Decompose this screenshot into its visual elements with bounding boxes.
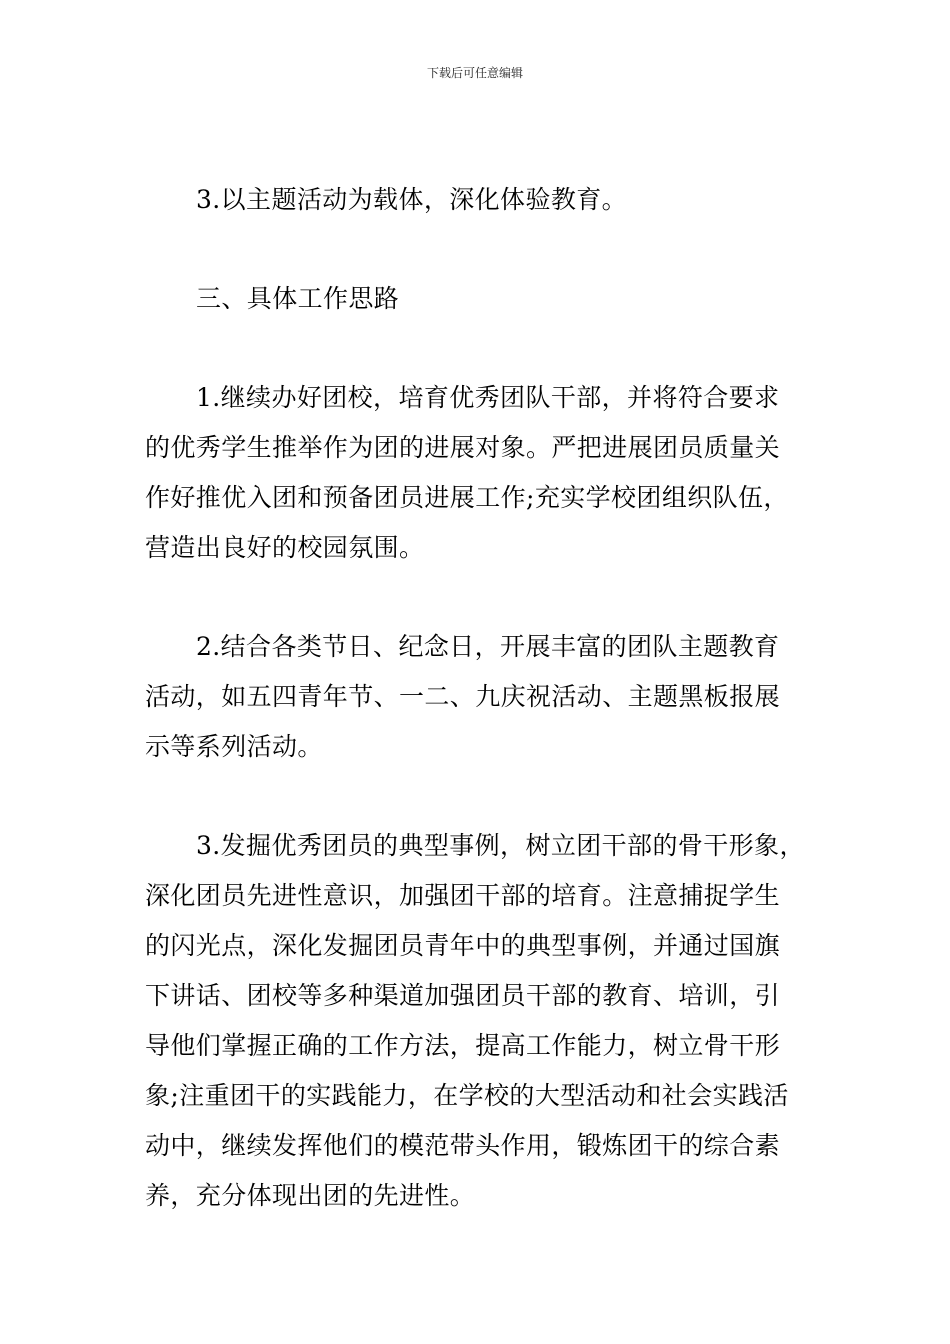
paragraph-3-line-2: 深化团员先进性意识，加强团干部的培育。注意捕捉学生 bbox=[145, 881, 781, 910]
paragraph-1-line-2: 的优秀学生推举作为团的进展对象。严把进展团员质量关 bbox=[145, 433, 781, 462]
page-header: 下载后可任意编辑 bbox=[426, 66, 523, 80]
paragraph-3-line-3: 的闪光点，深化发掘团员青年中的典型事例，并通过国旗 bbox=[145, 931, 781, 960]
paragraph-1-line-1: 1.继续办好团校，培育优秀团队干部，并将符合要求 bbox=[196, 383, 780, 412]
paragraph-3-line-4: 下讲话、团校等多种渠道加强团员干部的教育、培训，引 bbox=[145, 981, 781, 1010]
paragraph-3-line-5: 导他们掌握正确的工作方法，提高工作能力，树立骨干形 bbox=[145, 1031, 781, 1060]
paragraph-1-line-3: 作好推优入团和预备团员进展工作;充实学校团组织队伍， bbox=[145, 483, 789, 512]
paragraph-3-line-8: 养，充分体现出团的先进性。 bbox=[145, 1181, 476, 1210]
paragraph-3-line-7: 动中，继续发挥他们的模范带头作用，锻炼团干的综合素 bbox=[145, 1131, 781, 1160]
paragraph-3-line-1: 3.发掘优秀团员的典型事例，树立团干部的骨干形象， bbox=[196, 831, 805, 860]
paragraph-2-line-2: 活动，如五四青年节、一二、九庆祝活动、主题黑板报展 bbox=[145, 682, 781, 711]
paragraph-3-line-6: 象;注重团干的实践能力，在学校的大型活动和社会实践活 bbox=[145, 1081, 789, 1110]
paragraph-2-line-3: 示等系列活动。 bbox=[145, 732, 323, 761]
item-3-theme-activities: 3.以主题活动为载体，深化体验教育。 bbox=[196, 185, 628, 214]
section-heading-work-ideas: 三、具体工作思路 bbox=[196, 284, 400, 313]
paragraph-1-line-4: 营造出良好的校园氛围。 bbox=[145, 533, 425, 562]
paragraph-2-line-1: 2.结合各类节日、纪念日，开展丰富的团队主题教育 bbox=[196, 632, 780, 661]
